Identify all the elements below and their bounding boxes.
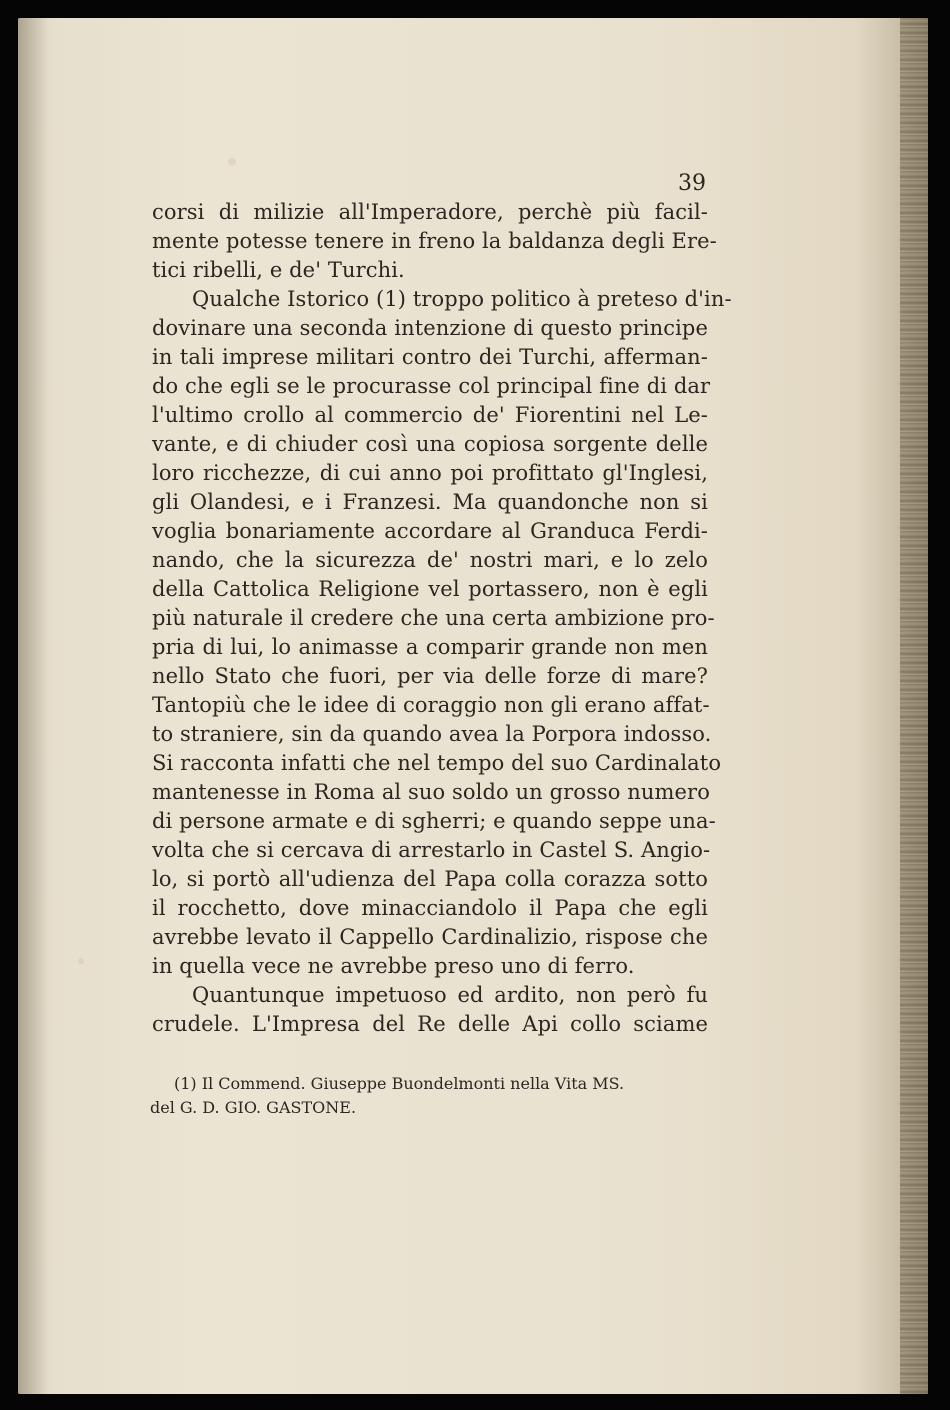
text-line: Si racconta infatti che nel tempo del suo Cardinalato: [152, 751, 722, 775]
text-line: in tali imprese militari contro dei Turchi, afferman-: [152, 345, 708, 369]
text-line: Tantopiù che le idee di coraggio non gli erano affat-: [152, 693, 710, 717]
page-edge: [900, 18, 928, 1394]
text-line: tici ribelli, e de' Turchi.: [152, 258, 405, 282]
text-line: do che egli se le procurasse col principal fine di dar: [152, 374, 711, 398]
text-line: il rocchetto, dove minacciandolo il Papa che egli: [152, 896, 708, 920]
footnote: [150, 1072, 706, 1120]
text-line: nello Stato che fuori, per via delle forze di mare?: [152, 664, 708, 688]
text-line: voglia bonariamente accordare al Granduca Ferdi-: [152, 519, 708, 543]
text-line: avrebbe levato il Cappello Cardinalizio, rispose che: [152, 925, 708, 949]
text-line: in quella vece ne avrebbe preso uno di ferro.: [152, 954, 635, 978]
text-line: Quantunque impetuoso ed ardito, non però fu: [192, 983, 708, 1007]
text-line: mente potesse tenere in freno la baldanza degli Ere-: [152, 229, 717, 253]
text-line: l'ultimo crollo al commercio de' Fiorentini nel Le-: [152, 403, 708, 427]
text-line: dovinare una seconda intenzione di questo principe: [152, 316, 708, 340]
text-line: della Cattolica Religione vel portassero, non è egli: [152, 577, 708, 601]
text-line: corsi di milizie all'Imperadore, perchè più facil-: [152, 200, 708, 224]
page-number: 39: [678, 171, 706, 196]
gutter-shadow: [18, 18, 48, 1394]
paper-spot: [228, 158, 236, 166]
footnote-line: del G. D. GIO. GASTONE.: [150, 1098, 357, 1117]
text-line: volta che si cercava di arrestarlo in Castel S. Angio-: [152, 838, 711, 862]
text-line: loro ricchezze, di cui anno poi profittato gl'Inglesi,: [152, 461, 708, 485]
text-line: nando, che la sicurezza de' nostri mari, e lo zelo: [152, 548, 708, 572]
text-line: Qualche Istorico (1) troppo politico à preteso d'in-: [192, 287, 732, 311]
text-line: to straniere, sin da quando avea la Porpora indosso.: [152, 722, 712, 746]
paper-spot: [78, 958, 84, 964]
text-line: vante, e di chiuder così una copiosa sorgente delle: [152, 432, 708, 456]
text-line: crudele. L'Impresa del Re delle Api collo sciame: [152, 1012, 708, 1036]
text-line: di persone armate e di sgherri; e quando seppe una-: [152, 809, 716, 833]
text-line: pria di lui, lo animasse a comparir grande non men: [152, 635, 708, 659]
body-text: [152, 170, 732, 1039]
footnote-line: (1) Il Commend. Giuseppe Buondelmonti nella Vita MS.: [174, 1074, 625, 1093]
text-line: gli Olandesi, e i Franzesi. Ma quandonche non si: [152, 490, 708, 514]
text-line: lo, si portò all'udienza del Papa colla corazza sotto: [152, 867, 708, 891]
text-line: più naturale il credere che una certa ambizione pro-: [152, 606, 715, 630]
text-line: mantenesse in Roma al suo soldo un grosso numero: [152, 780, 710, 804]
